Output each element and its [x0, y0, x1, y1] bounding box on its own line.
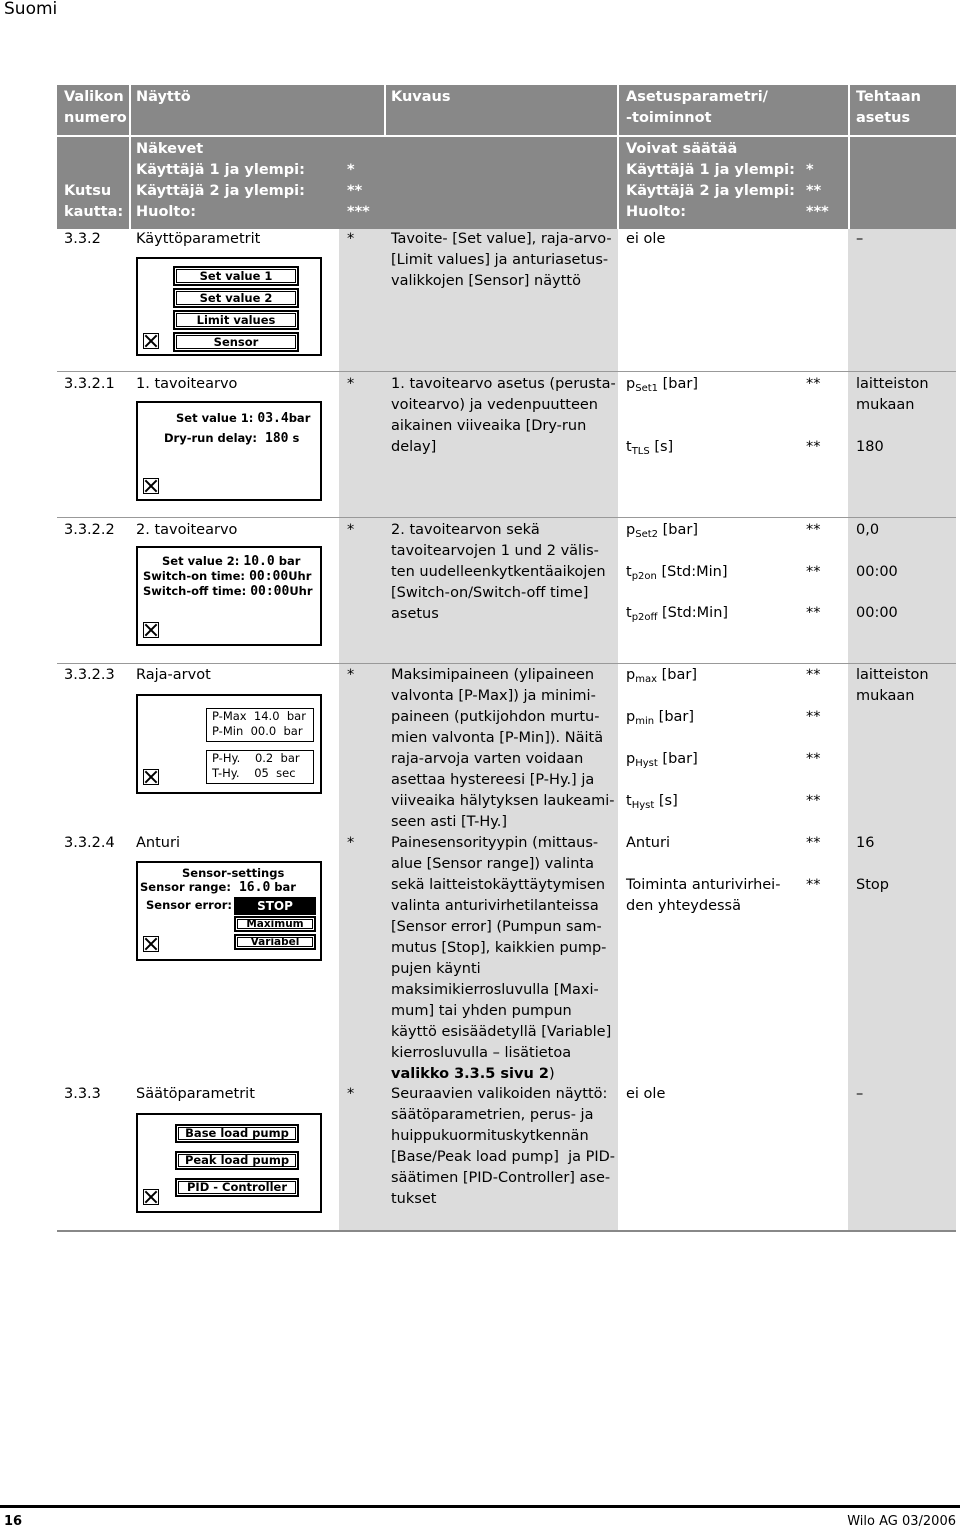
param-stars: **: [806, 877, 821, 893]
row-title: Anturi: [136, 835, 180, 851]
lcd-display-operating-params: [136, 257, 322, 356]
lcd-line: Set value 2: 10.0 bar: [162, 554, 301, 569]
lcd-line: Set value 1: 03.4bar: [176, 411, 311, 426]
row-access-stars: *: [347, 376, 355, 392]
visible-level-1: Käyttäjä 1 ja ylempi:: [136, 162, 305, 178]
lcd-line: Dry-run delay: 180 s: [164, 431, 300, 446]
row-title: 2. tavoitearvo: [136, 522, 238, 538]
lcd-error-label: Sensor error:: [146, 898, 233, 912]
visible-level-3: Huolto:: [136, 204, 197, 220]
param-stars: **: [806, 605, 821, 621]
row-factory-default: 00:00: [856, 605, 898, 621]
header-description: Kuvaus: [391, 89, 451, 105]
lcd-line: Sensor range: 16.0 bar: [140, 880, 296, 895]
row-description: Painesensorityypin (mittaus- alue [Sensor range]) valinta sekä laitteistokäyttäytymisen valinta anturivirhetilanteissa [Sensor error] (Pumpun sam- mutus [Stop], kaikkien pump- pujen käynti maksimikierrosluvulla [Maxi- mum] tai yhden pumpun käyttö esisäädetyllä [Variable] kierrosluvulla – lisätietoa valikko 3.3.5 sivu 2): [391, 835, 612, 1082]
lcd-option-variabel[interactable]: Variabel: [234, 934, 316, 950]
param-t-tls: $t_{TLS}$ [s]: [626, 439, 674, 457]
row-parameter: ei ole: [626, 1086, 666, 1102]
header-display: Näyttö: [136, 89, 191, 105]
lcd-button-limit-values[interactable]: Limit values: [173, 310, 299, 330]
lcd-display-control-params: [136, 1113, 322, 1213]
param-stars: **: [806, 564, 821, 580]
row-factory-default: 180: [856, 439, 884, 455]
param-stars: **: [806, 376, 821, 392]
row-menu-number: 3.3.3: [64, 1086, 101, 1102]
param-stars: **: [806, 522, 821, 538]
page-language-label: Suomi: [4, 0, 58, 19]
row-title: Käyttöparametrit: [136, 231, 261, 247]
lcd-button-pid-controller[interactable]: PID - Controller: [175, 1178, 299, 1197]
lcd-button-base-load-pump[interactable]: Base load pump: [175, 1124, 299, 1143]
lcd-line: Switch-on time: 00:00Uhr: [143, 569, 312, 584]
lcd-display-set-value-1: [136, 401, 322, 501]
row-access-stars: *: [347, 667, 355, 683]
header-parameter: Asetusparametri/ -toiminnot: [626, 89, 768, 126]
header-call-label: Kutsu kautta:: [64, 183, 124, 220]
header-menu-number: Valikon numero: [64, 89, 127, 126]
row-access-stars: *: [347, 231, 355, 247]
lcd-option-stop[interactable]: STOP: [234, 897, 316, 915]
visible-level-2-stars: **: [347, 183, 363, 199]
header-adjust-title: Voivat säätää: [626, 141, 738, 157]
row-factory-default: laitteiston mukaan: [856, 667, 929, 704]
row-description: Tavoite- [Set value], raja-arvo- [Limit values] ja anturiasetus- valikkojen [Sensor] näyttö: [391, 231, 612, 289]
row-description: Seuraavien valikoiden näyttö: säätöparametrien, perus- ja huippukuormituskytkennän [Base/Peak load pump] ja PID- säätimen [PID-Controller] ase- tukset: [391, 1086, 616, 1207]
lcd-display-limit-values: [136, 694, 322, 794]
param-stars: **: [806, 751, 821, 767]
param-stars: **: [806, 709, 821, 725]
adjust-level-2: Käyttäjä 2 ja ylempi:: [626, 183, 795, 199]
close-icon[interactable]: [143, 1189, 159, 1205]
row-access-stars: *: [347, 835, 355, 851]
lcd-option-maximum[interactable]: Maximum: [234, 916, 316, 932]
row-menu-number: 3.3.2: [64, 231, 101, 247]
visible-level-3-stars: ***: [347, 204, 370, 220]
param-stars: **: [806, 667, 821, 683]
row-title: 1. tavoitearvo: [136, 376, 238, 392]
param-stars: **: [806, 439, 821, 455]
close-icon[interactable]: [143, 622, 159, 638]
row-menu-number: 3.3.2.2: [64, 522, 115, 538]
row-factory-default: 00:00: [856, 564, 898, 580]
header-factory-setting: Tehtaan asetus: [856, 89, 921, 126]
row-description: 2. tavoitearvon sekä tavoitearvojen 1 und 2 välis- ten uudelleenkytkentäaikojen [Switch-on/Switch-off time] asetus: [391, 522, 606, 622]
close-icon[interactable]: [143, 769, 159, 785]
param-sensor-error-behaviour: Toiminta anturivirhei- den yhteydessä: [626, 877, 781, 914]
lcd-button-sensor[interactable]: Sensor: [173, 332, 299, 352]
adjust-level-1: Käyttäjä 1 ja ylempi:: [626, 162, 795, 178]
param-stars: **: [806, 835, 821, 851]
row-title: Säätöparametrit: [136, 1086, 255, 1102]
row-factory-default: Stop: [856, 877, 889, 893]
row-factory-default: –: [856, 231, 864, 247]
row-access-stars: *: [347, 1086, 355, 1102]
row-parameter: ei ole: [626, 231, 666, 247]
row-access-stars: *: [347, 522, 355, 538]
row-factory-default: 0,0: [856, 522, 880, 538]
param-p-set1: $p_{Set1}$ [bar]: [626, 376, 698, 394]
lcd-line: P-Min 00.0 bar: [212, 724, 303, 738]
page-number: 16: [4, 1514, 23, 1529]
adjust-level-2-stars: **: [806, 183, 822, 199]
row-factory-default: –: [856, 1086, 864, 1102]
param-stars: **: [806, 793, 821, 809]
row-factory-default: laitteiston mukaan: [856, 376, 929, 413]
lcd-line: Switch-off time: 00:00Uhr: [143, 584, 313, 599]
param-p-hyst: $p_{Hyst}$ [bar]: [626, 751, 698, 769]
param-p-max: $p_{max}$ [bar]: [626, 667, 697, 685]
close-icon[interactable]: [143, 936, 159, 952]
header-visible-title: Näkevet: [136, 141, 204, 157]
lcd-title: Sensor-settings: [182, 866, 285, 880]
lcd-button-set-value-1[interactable]: Set value 1: [173, 266, 299, 286]
adjust-level-1-stars: *: [806, 162, 814, 178]
lcd-button-peak-load-pump[interactable]: Peak load pump: [175, 1151, 299, 1170]
lcd-display-set-value-2: [136, 546, 322, 646]
footer-brand: Wilo AG 03/2006: [847, 1514, 956, 1529]
param-t-p2off: $t_{p2off}$ [Std:Min]: [626, 605, 729, 623]
row-description: 1. tavoitearvo asetus (perusta- voitearvo) ja vedenpuutteen aikainen viiveaika [Dry-run delay]: [391, 376, 616, 455]
adjust-level-3: Huolto:: [626, 204, 687, 220]
row-menu-number: 3.3.2.3: [64, 667, 115, 683]
close-icon[interactable]: [143, 478, 159, 494]
param-sensor: Anturi: [626, 835, 670, 851]
lcd-button-set-value-2[interactable]: Set value 2: [173, 288, 299, 308]
lcd-line: P-Max 14.0 bar: [212, 709, 306, 723]
row-menu-number: 3.3.2.1: [64, 376, 115, 392]
lcd-line: P-Hy. 0.2 bar: [212, 751, 300, 765]
param-p-min: $p_{min}$ [bar]: [626, 709, 695, 727]
visible-level-2: Käyttäjä 2 ja ylempi:: [136, 183, 305, 199]
param-t-p2on: $t_{p2on}$ [Std:Min]: [626, 564, 728, 582]
footer-rule: [0, 1505, 960, 1508]
lcd-line: T-Hy. 05 sec: [212, 766, 296, 780]
row-description: Maksimipaineen (ylipaineen valvonta [P-Max]) ja minimi- paineen (putkijohdon murtu- mien valvonta [P-Min]). Näitä raja-arvoja varten voidaan asettaa hystereesi [P-Hy.] ja viiveaika hälytyksen laukeami- seen asti [T-Hy.]: [391, 667, 615, 830]
param-p-set2: $p_{Set2}$ [bar]: [626, 522, 698, 540]
param-t-hyst: $t_{Hyst}$ [s]: [626, 793, 678, 811]
lcd-display-sensor-settings: [136, 861, 322, 961]
row-menu-number: 3.3.2.4: [64, 835, 115, 851]
adjust-level-3-stars: ***: [806, 204, 829, 220]
visible-level-1-stars: *: [347, 162, 355, 178]
close-icon[interactable]: [143, 333, 159, 349]
row-title: Raja-arvot: [136, 667, 211, 683]
row-factory-default: 16: [856, 835, 875, 851]
